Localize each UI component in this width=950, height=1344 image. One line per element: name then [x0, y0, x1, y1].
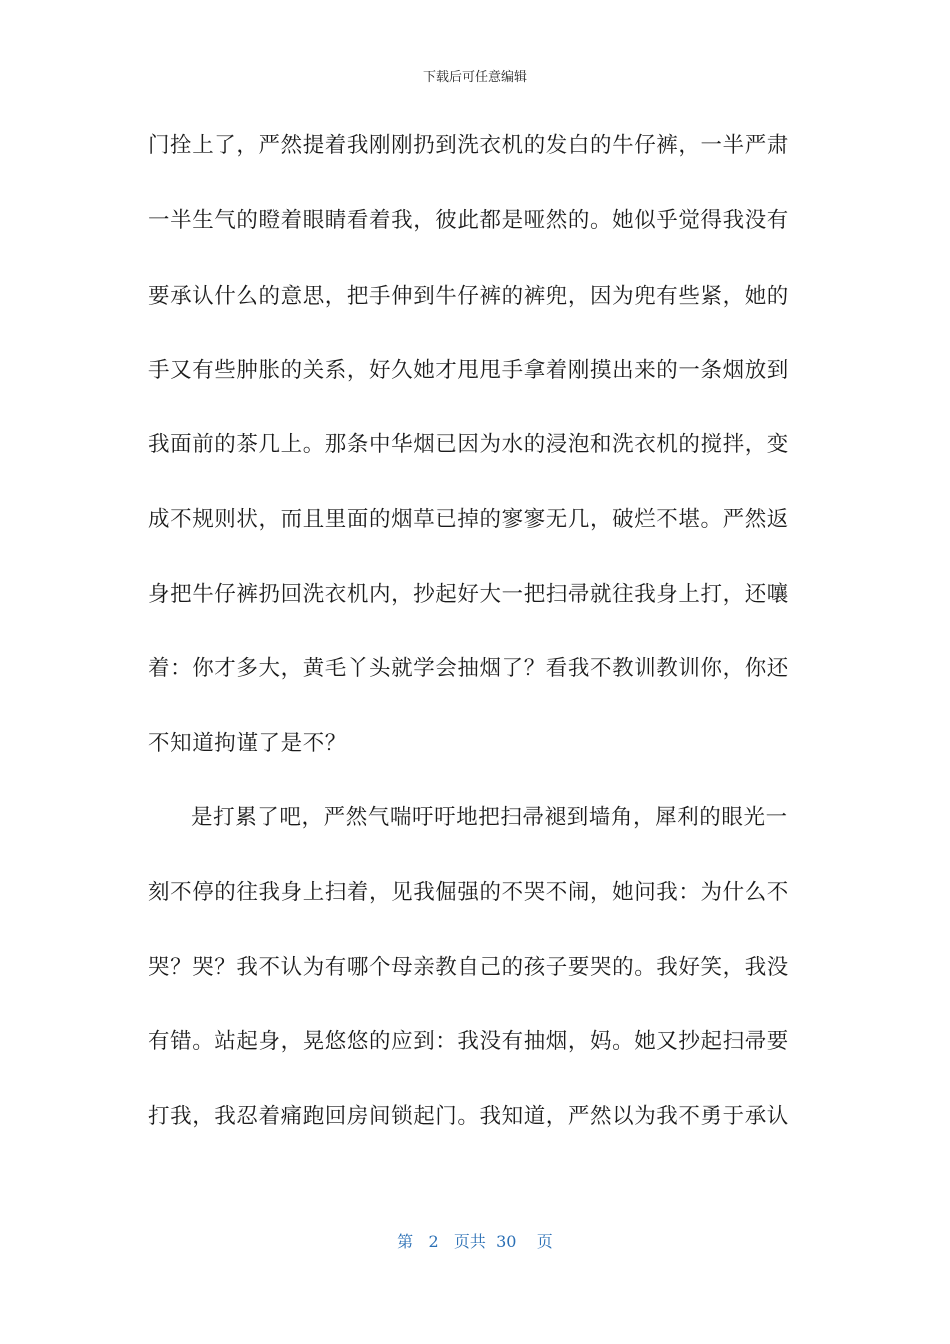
- text-line: 打我，我忍着痛跑回房间锁起门。我知道，严然以为我不勇于承认: [148, 1104, 789, 1129]
- text-line: 有错。站起身，晃悠悠的应到：我没有抽烟，妈。她又抄起扫帚要: [148, 1029, 789, 1054]
- page-header: 下载后可任意编辑: [422, 70, 527, 85]
- footer-middle: 页共: [453, 1232, 486, 1251]
- text-line: 要承认什么的意思，把手伸到牛仔裤的裤兜，因为兜有些紧，她的: [148, 284, 789, 309]
- text-line: 成不规则状，而且里面的烟草已掉的寥寥无几，破烂不堪。严然返: [148, 507, 789, 532]
- text-line: 我面前的茶几上。那条中华烟已因为水的浸泡和洗衣机的搅拌，变: [148, 432, 789, 457]
- page-number: 2: [428, 1232, 439, 1251]
- text-line: 着：你才多大，黄毛丫头就学会抽烟了？看我不教训教训你，你还: [148, 656, 789, 681]
- total-pages: 30: [496, 1232, 517, 1251]
- footer-suffix: 页: [536, 1232, 553, 1251]
- text-line: 手又有些肿胀的关系，好久她才甩甩手拿着刚摸出来的一条烟放到: [148, 358, 789, 383]
- page-footer: [0, 1229, 950, 1252]
- text-line: 一半生气的瞪着眼睛看着我，彼此都是哑然的。她似乎觉得我没有: [148, 208, 789, 233]
- footer-prefix: 第: [397, 1232, 414, 1251]
- text-line: 门拴上了，严然提着我刚刚扔到洗衣机的发白的牛仔裤，一半严肃: [148, 133, 789, 158]
- text-line: 刻不停的往我身上扫着，见我倔强的不哭不闹，她问我：为什么不: [148, 880, 789, 905]
- text-line: 身把牛仔裤扔回洗衣机内，抄起好大一把扫帚就往我身上打，还嚷: [148, 582, 789, 607]
- text-line: 是打累了吧，严然气喘吁吁地把扫帚褪到墙角，犀利的眼光一: [191, 805, 788, 830]
- text-line: 不知道拘谨了是不？: [148, 731, 347, 756]
- text-line: 哭？哭？我不认为有哪个母亲教自己的孩子要哭的。我好笑，我没: [148, 955, 789, 980]
